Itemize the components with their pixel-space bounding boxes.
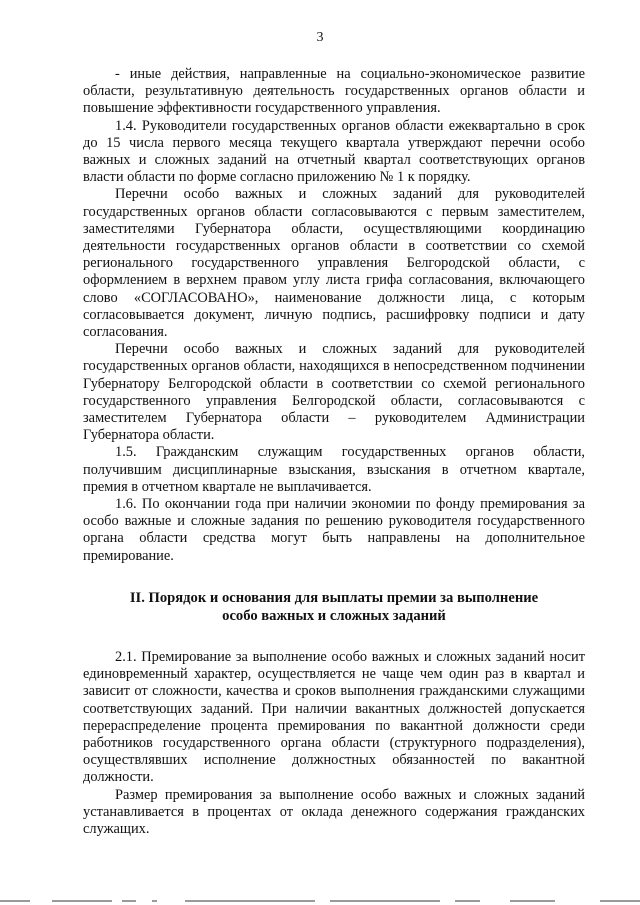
section-heading-line-1: II. Порядок и основания для выплаты премии за выполнение <box>129 589 539 606</box>
paragraph-2-1: 2.1. Премирование за выполнение особо важных и сложных заданий носит единовременный характер, осуществляется не чаще чем один раз в квартал и зависит от сложности, качества и сроков выполнения гражданскими служащими соответствующих заданий. При наличии вакантных должностей допускается перераспределение процента премирования по вакантной должности среди работников государственного органа области (структурного подразделения), осуществлявших исполнение должностных обязанностей по вакантной должности. <box>83 648 585 786</box>
paragraph-1-4: 1.4. Руководители государственных органов области ежеквартально в срок до 15 числа первого месяца текущего квартала утверждают перечни особо важных и сложных заданий на отчетный квартал соответствующих органов власти области по форме согласно приложению № 1 к порядку. <box>83 117 585 186</box>
document-body <box>83 66 585 838</box>
paragraph-1-6: 1.6. По окончании года при наличии экономии по фонду премирования за особо важные и сложные задания по решению руководителя государственного органа области средства могут быть направлены на дополнительное премирование. <box>83 496 585 564</box>
section-heading <box>83 589 585 625</box>
paragraph-lists-subordinate: Перечни особо важных и сложных заданий для руководителей государственных органов области, находящихся в непосредственном подчинении Губернатору Белгородской области в соответствии со схемой регионального государственного управления Белгородской области, согласовываются с заместителем Губернатора области – руководителем Администрации Губернатора области. <box>83 341 585 444</box>
paragraph-1-5: 1.5. Гражданским служащим государственных органов области, получившим дисциплинарные взыскания, взыскания в отчетном квартале, премия в отчетном квартале не выплачивается. <box>83 444 585 495</box>
paragraph-other-actions: - иные действия, направленные на социально-экономическое развитие области, результативную деятельность государственных органов области и повышение эффективности государственного управления. <box>83 66 585 117</box>
section-heading-line-2: особо важных и сложных заданий <box>222 607 446 624</box>
paragraph-bonus-size: Размер премирования за выполнение особо важных и сложных заданий устанавливается в процентах от оклада денежного содержания гражданских служащих. <box>83 786 585 837</box>
page-number: 3 <box>316 30 324 45</box>
paragraph-lists-approval: Перечни особо важных и сложных заданий для руководителей государственных органов области согласовываются с первым заместителем, заместителями Губернатора области, осуществляющими координацию деятельности государственных органов области в соответствии со схемой регионального государственного управления Белгородской области, с оформлением в верхнем правом углу листа грифа согласования, включающего слово «СОГЛАСОВАНО», наименование должности лица, с которым согласовывается документ, личную подпись, расшифровку подписи и дату согласования. <box>83 186 585 341</box>
scan-artifact-lines <box>0 893 640 905</box>
